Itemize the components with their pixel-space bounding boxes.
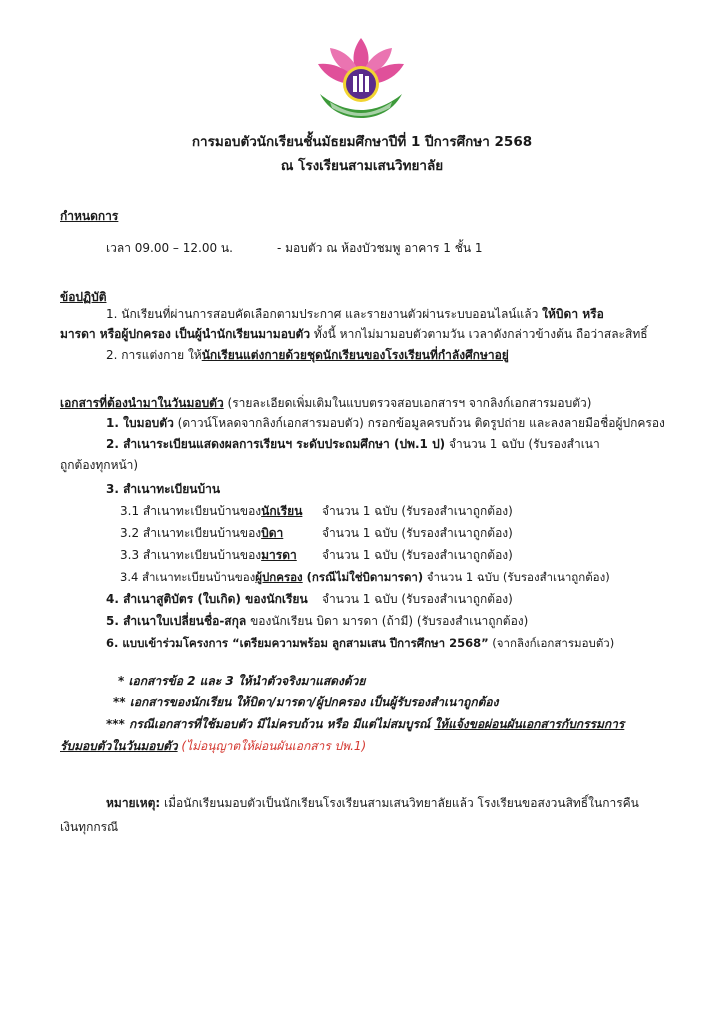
doc-item-2 [106, 436, 600, 452]
doc-item-3-4-text: 3.4 สำเนาทะเบียนบ้านของ [120, 570, 256, 584]
rule-1-line-2 [60, 326, 648, 342]
doc-item-1-detail: (ดาวน์โหลดจากลิงก์เอกสารมอบตัว) กรอกข้อมูลครบถ้วน ติดรูปถ่าย และลงลายมือชื่อผู้ปกครอง [173, 416, 665, 430]
doc-item-3-4-who: ผู้ปกครอง [255, 570, 303, 584]
note-3-cont [60, 738, 366, 754]
rule-1-text: 1. นักเรียนที่ผ่านการสอบคัดเลือกตามประกาศ และรายงานตัวผ่านระบบออนไลน์แล้ว [106, 307, 543, 321]
remark-label: หมายเหตุ: [106, 796, 161, 810]
doc-item-3-1 [120, 503, 302, 519]
rule-2 [106, 347, 509, 363]
rule-1-line-1 [106, 306, 604, 322]
documents-heading: เอกสารที่ต้องนำมาในวันมอบตัว [60, 396, 224, 410]
doc-item-1-title: 1. ใบมอบตัว [106, 416, 174, 430]
doc-item-4-copies: จำนวน 1 ฉบับ (รับรองสำเนาถูกต้อง) [322, 592, 513, 606]
note-3-emphasis: ให้แจ้งขอผ่อนผันเอกสารกับกรรมการ [434, 717, 625, 731]
remark [106, 795, 639, 811]
doc-item-2-detail: จำนวน 1 ฉบับ (รับรองสำเนา [445, 437, 600, 451]
schedule-heading: กำหนดการ [60, 209, 119, 223]
note-1: * เอกสารข้อ 2 และ 3 ให้นำตัวจริงมาแสดงด้วย [118, 674, 366, 688]
note-3-emphasis-cont: รับมอบตัวในวันมอบตัว [60, 739, 178, 753]
remark-cont: เงินทุกกรณี [60, 820, 119, 834]
doc-item-3-1-copies: จำนวน 1 ฉบับ (รับรองสำเนาถูกต้อง) [322, 504, 513, 518]
remark-text: เมื่อนักเรียนมอบตัวเป็นนักเรียนโรงเรียนสามเสนวิทยาลัยแล้ว โรงเรียนขอสงวนสิทธิ์ในการคืน [160, 796, 639, 810]
doc-item-2-cont: ถูกต้องทุกหน้า) [60, 458, 139, 472]
doc-item-3-1-who: นักเรียน [261, 504, 303, 518]
doc-item-3-4 [120, 569, 610, 585]
doc-item-3-2-text: 3.2 สำเนาทะเบียนบ้านของ [120, 526, 262, 540]
doc-item-3: 3. สำเนาทะเบียนบ้าน [106, 482, 221, 496]
doc-item-3-3-copies: จำนวน 1 ฉบับ (รับรองสำเนาถูกต้อง) [322, 548, 513, 562]
note-2: ** เอกสารของนักเรียน ให้บิดา/มารดา/ผู้ปกครอง เป็นผู้รับรองสำเนาถูกต้อง [113, 695, 499, 709]
school-logo [310, 34, 412, 124]
doc-item-3-4-condition: (กรณีไม่ใช่บิดามารดา) [302, 570, 424, 584]
documents-heading-line [60, 395, 591, 411]
doc-item-5-detail: ของนักเรียน บิดา มารดา (ถ้ามี) (รับรองสำเนาถูกต้อง) [246, 614, 529, 628]
rule-2-emphasis: นักเรียนแต่งกายด้วยชุดนักเรียนของโรงเรียนที่กำลังศึกษาอยู่ [201, 348, 509, 362]
doc-item-3-3 [120, 547, 297, 563]
rules-heading: ข้อปฏิบัติ [60, 290, 107, 304]
note-3 [106, 716, 624, 732]
note-3-warning: (ไม่อนุญาตให้ผ่อนผันเอกสาร ปพ.1) [177, 739, 367, 753]
doc-item-6-detail: (จากลิงก์เอกสารมอบตัว) [488, 636, 615, 650]
doc-item-3-1-text: 3.1 สำเนาทะเบียนบ้านของ [120, 504, 262, 518]
doc-item-3-3-text: 3.3 สำเนาทะเบียนบ้านของ [120, 548, 262, 562]
rule-1-note: ทั้งนี้ หากไม่มามอบตัวตามวัน เวลาดังกล่าวข้างต้น ถือว่าสละสิทธิ์ [310, 327, 648, 341]
note-3-text: *** กรณีเอกสารที่ใช้มอบตัว มีไม่ครบถ้วน หรือ มีแต่ไม่สมบูรณ์ [106, 717, 435, 731]
doc-item-3-2-copies: จำนวน 1 ฉบับ (รับรองสำเนาถูกต้อง) [322, 526, 513, 540]
doc-item-6 [106, 635, 614, 651]
doc-item-3-4-copies: จำนวน 1 ฉบับ (รับรองสำเนาถูกต้อง) [423, 570, 610, 584]
doc-item-5-title: 5. สำเนาใบเปลี่ยนชื่อ-สกุล [106, 614, 247, 628]
doc-item-6-title: 6. แบบเข้าร่วมโครงการ “เตรียมความพร้อม ลูกสามเสน ปีการศึกษา 2568” [106, 636, 489, 650]
page-title: การมอบตัวนักเรียนชั้นมัธยมศึกษาปีที่ 1 ปีการศึกษา 2568 [191, 134, 533, 150]
schedule-activity: - มอบตัว ณ ห้องบัวชมพู อาคาร 1 ชั้น 1 [277, 241, 483, 255]
rule-1-emphasis-cont: มารดา หรือผู้ปกครอง เป็นผู้นำนักเรียนมามอบตัว [60, 327, 311, 341]
doc-item-2-title: 2. สำเนาระเบียนแสดงผลการเรียนฯ ระดับประถมศึกษา (ปพ.1 ป) [106, 437, 446, 451]
doc-item-5 [106, 613, 528, 629]
doc-item-3-2-who: บิดา [261, 526, 284, 540]
doc-item-4: 4. สำเนาสูติบัตร (ใบเกิด) ของนักเรียน [106, 592, 308, 606]
doc-item-1 [106, 415, 665, 431]
documents-heading-note: (รายละเอียดเพิ่มเติมในแบบตรวจสอบเอกสารฯ จากลิงก์เอกสารมอบตัว) [223, 396, 592, 410]
rule-2-text: 2. การแต่งกาย ให้ [106, 348, 202, 362]
schedule-time: เวลา 09.00 – 12.00 น. [106, 241, 233, 255]
rule-1-emphasis: ให้บิดา หรือ [542, 307, 604, 321]
doc-item-3-3-who: มารดา [261, 548, 297, 562]
page-subtitle: ณ โรงเรียนสามเสนวิทยาลัย [280, 158, 444, 174]
doc-item-3-2 [120, 525, 283, 541]
